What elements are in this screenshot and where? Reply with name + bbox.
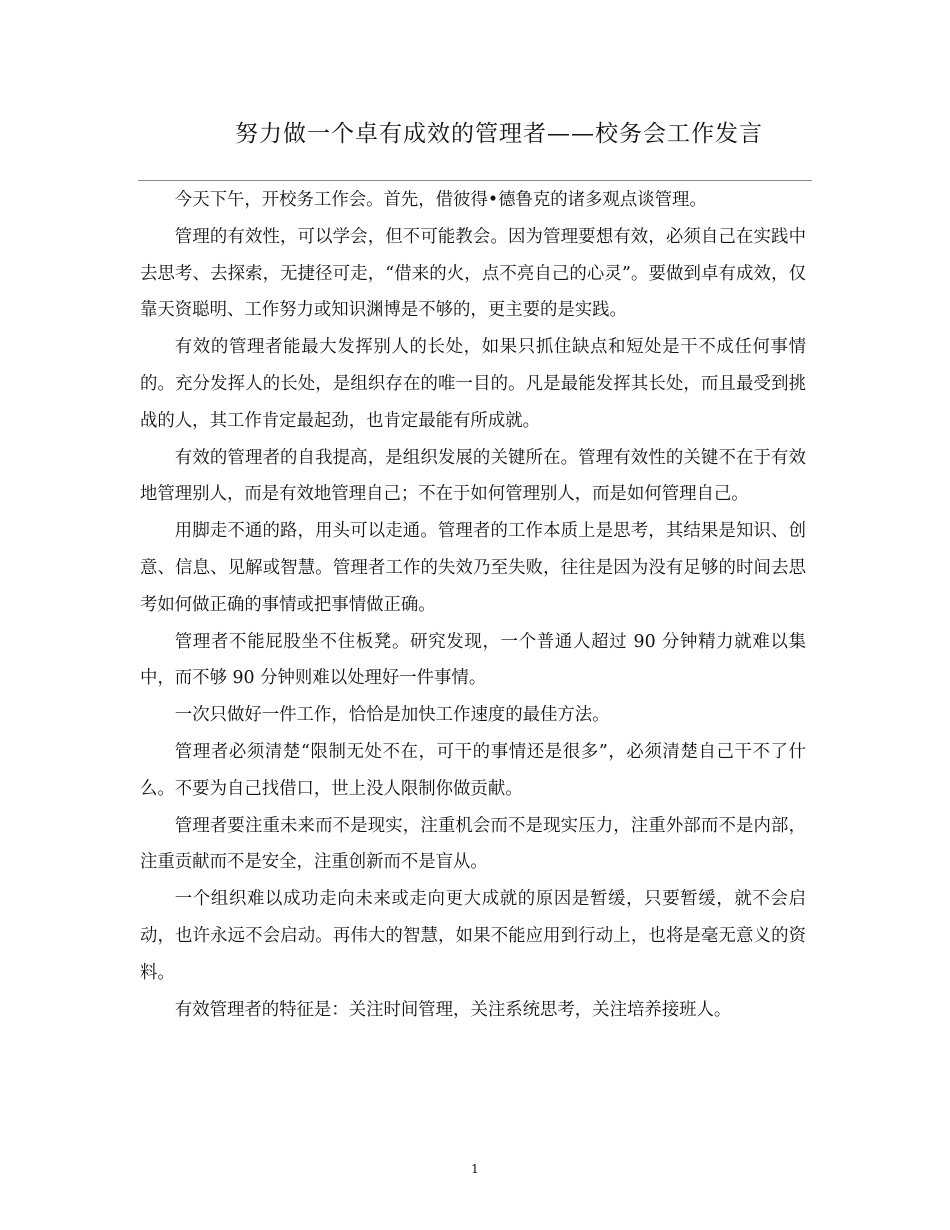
paragraph-4: 有效的管理者的自我提高，是组织发展的关键所在。管理有效性的关键不在于有效地管理别人，而是有效地管理自己；不在于如何管理别人，而是如何管理自己。	[140, 447, 806, 505]
document-title: 努力做一个卓有成效的管理者——校务会工作发言	[235, 121, 763, 147]
paragraph-9: 管理者要注重未来而不是现实，注重机会而不是现实压力，注重外部而不是内部，注重贡献而不是安全，注重创新而不是盲从。	[140, 815, 806, 873]
page-number: 1	[471, 1162, 479, 1176]
paragraph-1: 今天下午，开校务工作会。首先，借彼得•德鲁克的诸多观点谈管理。	[174, 190, 707, 210]
paragraph-6: 管理者不能屁股坐不住板凳。研究发现，一个普通人超过 90 分钟精力就难以集中，而不够 90 分钟则难以处理好一件事情。	[140, 631, 806, 689]
paragraph-3: 有效的管理者能最大发挥别人的长处，如果只抓住缺点和短处是干不成任何事情的。充分发挥人的长处，是组织存在的唯一目的。凡是最能发挥其长处，而且最受到挑战的人，其工作肯定最起劲，也肯定最能有所成就。	[140, 337, 806, 431]
paragraph-10: 一个组织难以成功走向未来或走向更大成就的原因是暂缓，只要暂缓，就不会启动，也许永远不会启动。再伟大的智慧，如果不能应用到行动上，也将是毫无意义的资料。	[140, 889, 806, 983]
paragraph-2: 管理的有效性，可以学会，但不可能教会。因为管理要想有效，必须自己在实践中去思考、去探索，无捷径可走，“借来的火，点不亮自己的心灵”。要做到卓有成效，仅靠天资聪明、工作努力或知识渊博是不够的，更主要的是实践。	[140, 226, 806, 321]
document-body	[140, 182, 806, 1028]
paragraph-11: 有效管理者的特征是：关注时间管理，关注系统思考，关注培养接班人。	[174, 999, 732, 1020]
paragraph-8: 管理者必须清楚“限制无处不在，可干的事情还是很多”，必须清楚自己干不了什么。不要为自己找借口，世上没人限制你做贡献。	[140, 741, 806, 799]
paragraph-5: 用脚走不通的路，用头可以走通。管理者的工作本质上是思考，其结果是知识、创意、信息、见解或智慧。管理者工作的失效乃至失败，往往是因为没有足够的时间去思考如何做正确的事情或把事情做正确。	[140, 521, 806, 615]
title-divider	[138, 180, 812, 181]
paragraph-7: 一次只做好一件工作，恰恰是加快工作速度的最佳方法。	[174, 705, 610, 726]
